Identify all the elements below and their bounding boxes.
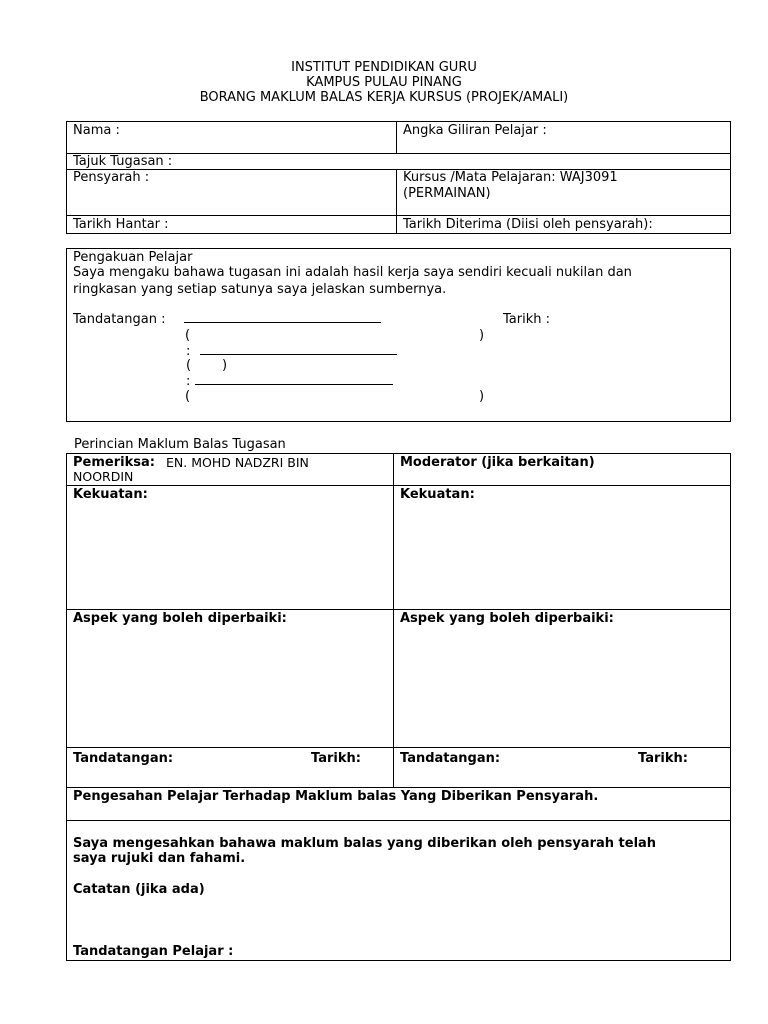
divider [396,169,397,234]
divider [66,820,731,821]
form-title-campus: KAMPUS PULAU PINANG [306,75,462,90]
divider [66,215,731,216]
signature-label: Tandatangan : [73,312,166,327]
close-paren: ) [222,358,228,373]
signature-line[interactable] [195,374,393,385]
declaration-title: Pengakuan Pelajar [73,250,193,265]
pemeriksa-name-line2: NOORDIN [73,469,134,484]
examiner-signature-label: Tandatangan: [73,751,174,766]
moderator-date-label: Tarikh: [638,751,688,766]
nama-field[interactable]: Nama : [73,123,120,138]
divider [66,787,731,788]
kursus-field-line2: (PERMAINAN) [403,186,491,201]
pemeriksa-name: EN. MOHD NADZRI BIN [166,455,309,470]
kekuatan-examiner: Kekuatan: [73,487,148,502]
form-title-main: BORANG MAKLUM BALAS KERJA KURSUS (PROJEK/AMALI) [199,90,569,105]
confirmation-text: Saya mengesahkan bahawa maklum balas yang diberikan oleh pensyarah telah [73,836,657,851]
close-paren: ) [479,389,485,404]
angka-giliran-field[interactable]: Angka Giliran Pelajar : [403,123,547,138]
signature-line[interactable] [200,344,397,355]
examiner-date-label: Tarikh: [311,751,361,766]
colon: : [186,374,191,389]
open-paren: ( [185,328,191,343]
date-label: Tarikh : [503,312,550,327]
kekuatan-moderator: Kekuatan: [400,487,475,502]
moderator-signature-label: Tandatangan: [400,751,501,766]
open-paren: ( [185,389,191,404]
tarikh-diterima-field[interactable]: Tarikh Diterima (Diisi oleh pensyarah): [403,217,653,232]
divider [66,609,731,610]
student-signature-label: Tandatangan Pelajar : [73,944,234,959]
divider [66,485,731,486]
moderator-label: Moderator (jika berkaitan) [400,455,595,470]
declaration-text: ringkasan yang setiap satunya saya jelaskan sumbernya. [73,282,447,297]
open-paren: ( [186,358,192,373]
close-paren: ) [479,328,485,343]
kursus-field: Kursus /Mata Pelajaran: WAJ3091 [403,170,618,185]
feedback-section-title: Perincian Maklum Balas Tugasan [74,437,286,452]
signature-line[interactable] [184,312,381,323]
declaration-text: Saya mengaku bahawa tugasan ini adalah hasil kerja saya sendiri kecuali nukilan dan [73,265,632,280]
pemeriksa-label: Pemeriksa: [73,455,155,470]
divider [393,453,394,787]
divider [66,747,731,748]
confirmation-title: Pengesahan Pelajar Terhadap Maklum balas Yang Diberikan Pensyarah. [73,789,599,804]
catatan-label: Catatan (jika ada) [73,882,205,897]
tajuk-tugasan-field[interactable]: Tajuk Tugasan : [73,154,173,169]
confirmation-text: saya rujuki dan fahami. [73,851,246,866]
colon: : [186,344,191,359]
aspek-examiner: Aspek yang boleh diperbaiki: [73,611,287,626]
tarikh-hantar-field[interactable]: Tarikh Hantar : [73,217,169,232]
form-title-institute: INSTITUT PENDIDIKAN GURU [291,60,477,75]
aspek-moderator: Aspek yang boleh diperbaiki: [400,611,614,626]
pensyarah-field[interactable]: Pensyarah : [73,170,150,185]
divider [396,121,397,153]
